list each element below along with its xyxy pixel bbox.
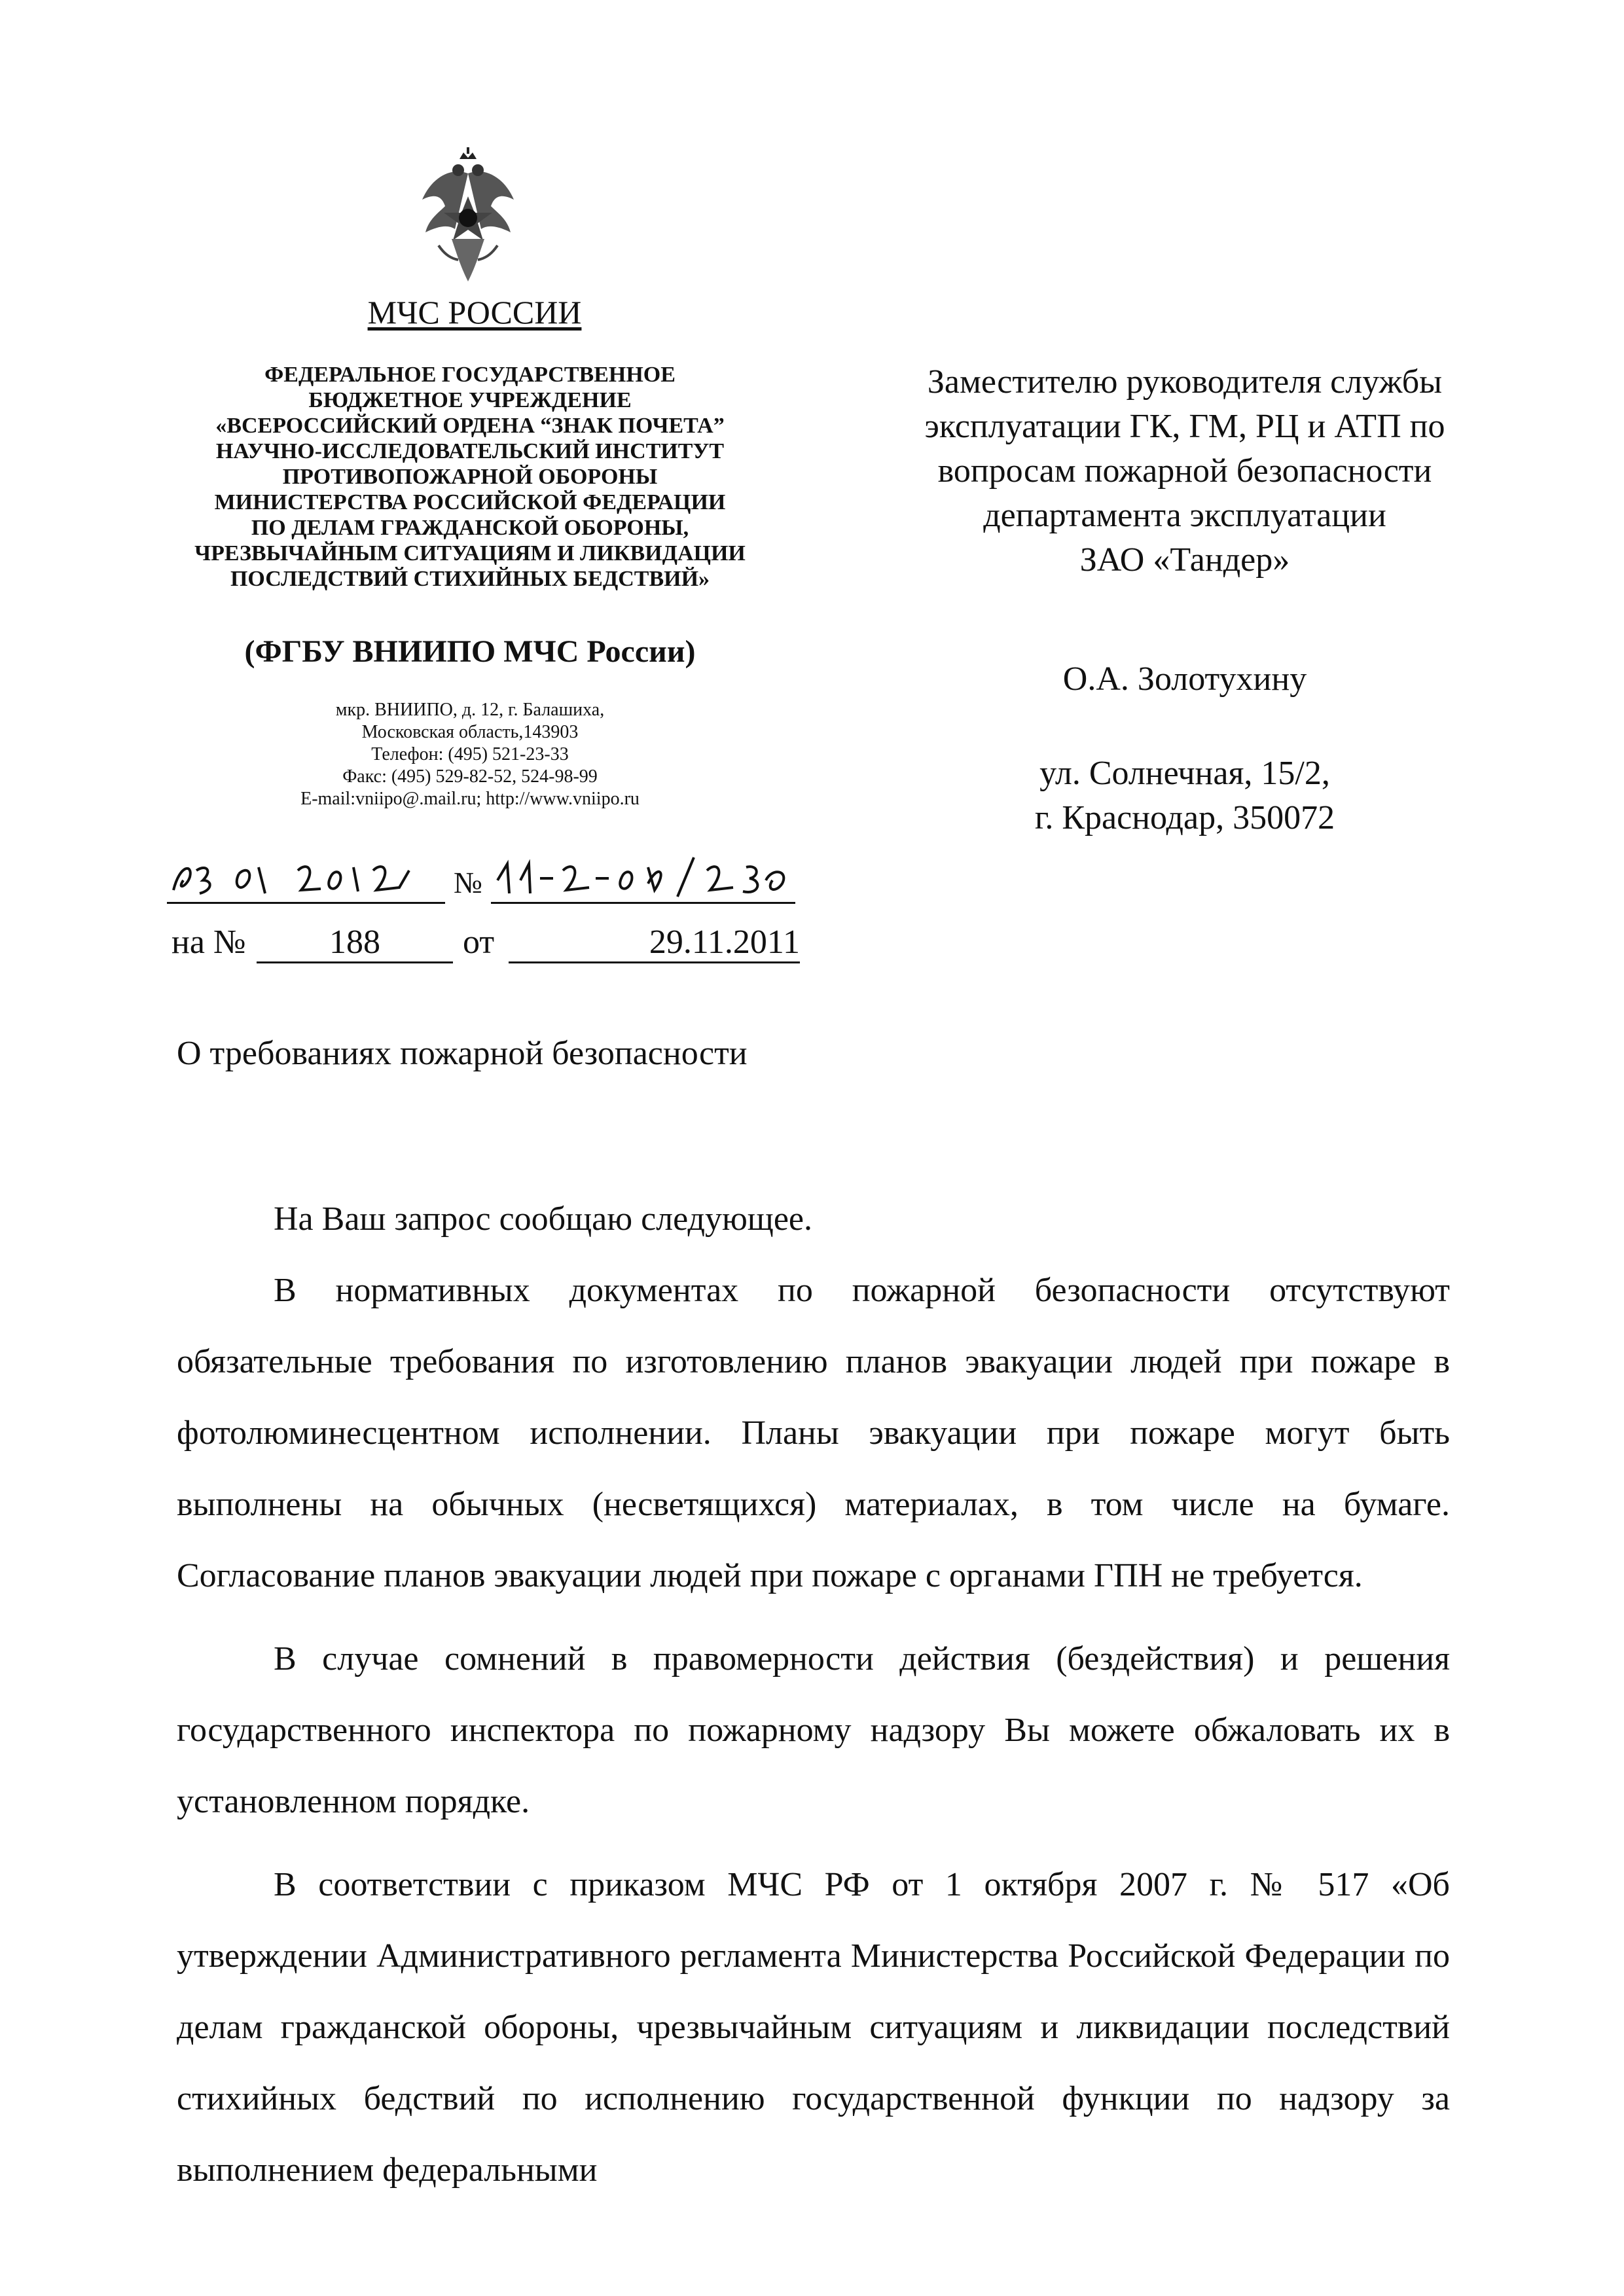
agency-name: МЧС РОССИИ: [367, 294, 582, 331]
recipient-line: вопросам пожарной безопасности: [937, 452, 1432, 490]
recipient-position: [857, 360, 1512, 583]
org-line: ЧРЕЗВЫЧАЙНЫМ СИТУАЦИЯМ И ЛИКВИДАЦИИ: [194, 541, 746, 565]
signature-date-image: [167, 851, 445, 903]
org-line: БЮДЖЕТНОЕ УЧРЕЖДЕНИЕ: [308, 388, 632, 412]
body-paragraph: В случае сомнений в правомерности действия (бездействия) и решения государственного инспектора по пожарному надзору Вы можете обжаловать их в установленном порядке.: [177, 1640, 1450, 1820]
contact-line: Факс: (495) 529-82-52, 524-98-99: [342, 766, 598, 787]
org-line: ПРОТИВОПОЖАРНОЙ ОБОРОНЫ: [282, 465, 658, 489]
registration-row: [167, 851, 821, 910]
recipient-line: ЗАО «Тандер»: [1079, 541, 1290, 579]
organization-short-name: (ФГБУ ВНИИПО МЧС России): [244, 634, 696, 669]
contact-line: Московская область,143903: [361, 722, 579, 742]
letter-subject: О требованиях пожарной безопасности: [177, 1035, 748, 1072]
signature-number-image: [491, 851, 795, 903]
address-line: г. Краснодар, 350072: [1034, 799, 1335, 836]
contacts-block: [208, 699, 732, 810]
ref-date-value: 29.11.2011: [509, 923, 800, 963]
contact-line: E-mail:vniipo@.mail.ru; http://www.vniipo.ru: [300, 789, 640, 809]
contact-line: Телефон: (495) 521-23-33: [371, 744, 569, 764]
emblem-image: [412, 147, 524, 288]
body-paragraph: В соответствии с приказом МЧС РФ от 1 октября 2007 г. № 517 «Об утверждении Административного регламента Министерства Российской Федерации по делам гражданской обороны, чрезвычайным ситуациям и ликвидации последствий стихийных бедствий по исполнению государственной функции по надзору за выполнением федеральными: [177, 1866, 1450, 2189]
org-line: НАУЧНО-ИССЛЕДОВАТЕЛЬСКИЙ ИНСТИТУТ: [215, 439, 725, 463]
ref-number-value: 188: [257, 923, 453, 963]
recipient-line: эксплуатации ГК, ГМ, РЦ и АТП по: [924, 408, 1445, 445]
body-paragraph: В нормативных документах по пожарной безопасности отсутствуют обязательные требования по изготовлению планов эвакуации людей при пожаре в фотолюминесцентном исполнении. Планы эвакуации при пожаре могут быть выполнены на обычных (несветящихся) материалах, в том числе на бумаге. Согласование планов эвакуации людей при пожаре с органами ГПН не требуется.: [177, 1272, 1450, 1594]
emchs-emblem: [412, 147, 524, 288]
org-line: «ВСЕРОССИЙСКИЙ ОРДЕНА “ЗНАК ПОЧЕТА”: [215, 414, 725, 438]
ref-date-label: от: [463, 924, 495, 961]
reference-row: [171, 923, 826, 975]
number-label: №: [454, 866, 482, 899]
body-paragraph: На Ваш запрос сообщаю следующее.: [274, 1200, 813, 1238]
recipient-line: департамента эксплуатации: [983, 497, 1386, 534]
recipient-name: О.А. Золотухину: [1062, 660, 1307, 698]
contact-line: мкр. ВНИИПО, д. 12, г. Балашиха,: [335, 700, 605, 720]
org-line: ПО ДЕЛАМ ГРАЖДАНСКОЙ ОБОРОНЫ,: [251, 516, 689, 540]
address-line: ул. Солнечная, 15/2,: [1039, 755, 1330, 792]
recipient-line: Заместителю руководителя службы: [927, 363, 1443, 401]
org-line: МИНИСТЕРСТВА РОССИЙСКОЙ ФЕДЕРАЦИИ: [214, 490, 726, 514]
org-line: ФЕДЕРАЛЬНОЕ ГОСУДАРСТВЕННОЕ: [264, 363, 676, 387]
organization-full-name: [143, 362, 797, 592]
ref-number-label: на №: [171, 924, 246, 961]
letter-body: [177, 1183, 1450, 2206]
org-line: ПОСЛЕДСТВИЙ СТИХИЙНЫХ БЕДСТВИЙ»: [230, 567, 710, 591]
recipient-address: [857, 751, 1512, 840]
